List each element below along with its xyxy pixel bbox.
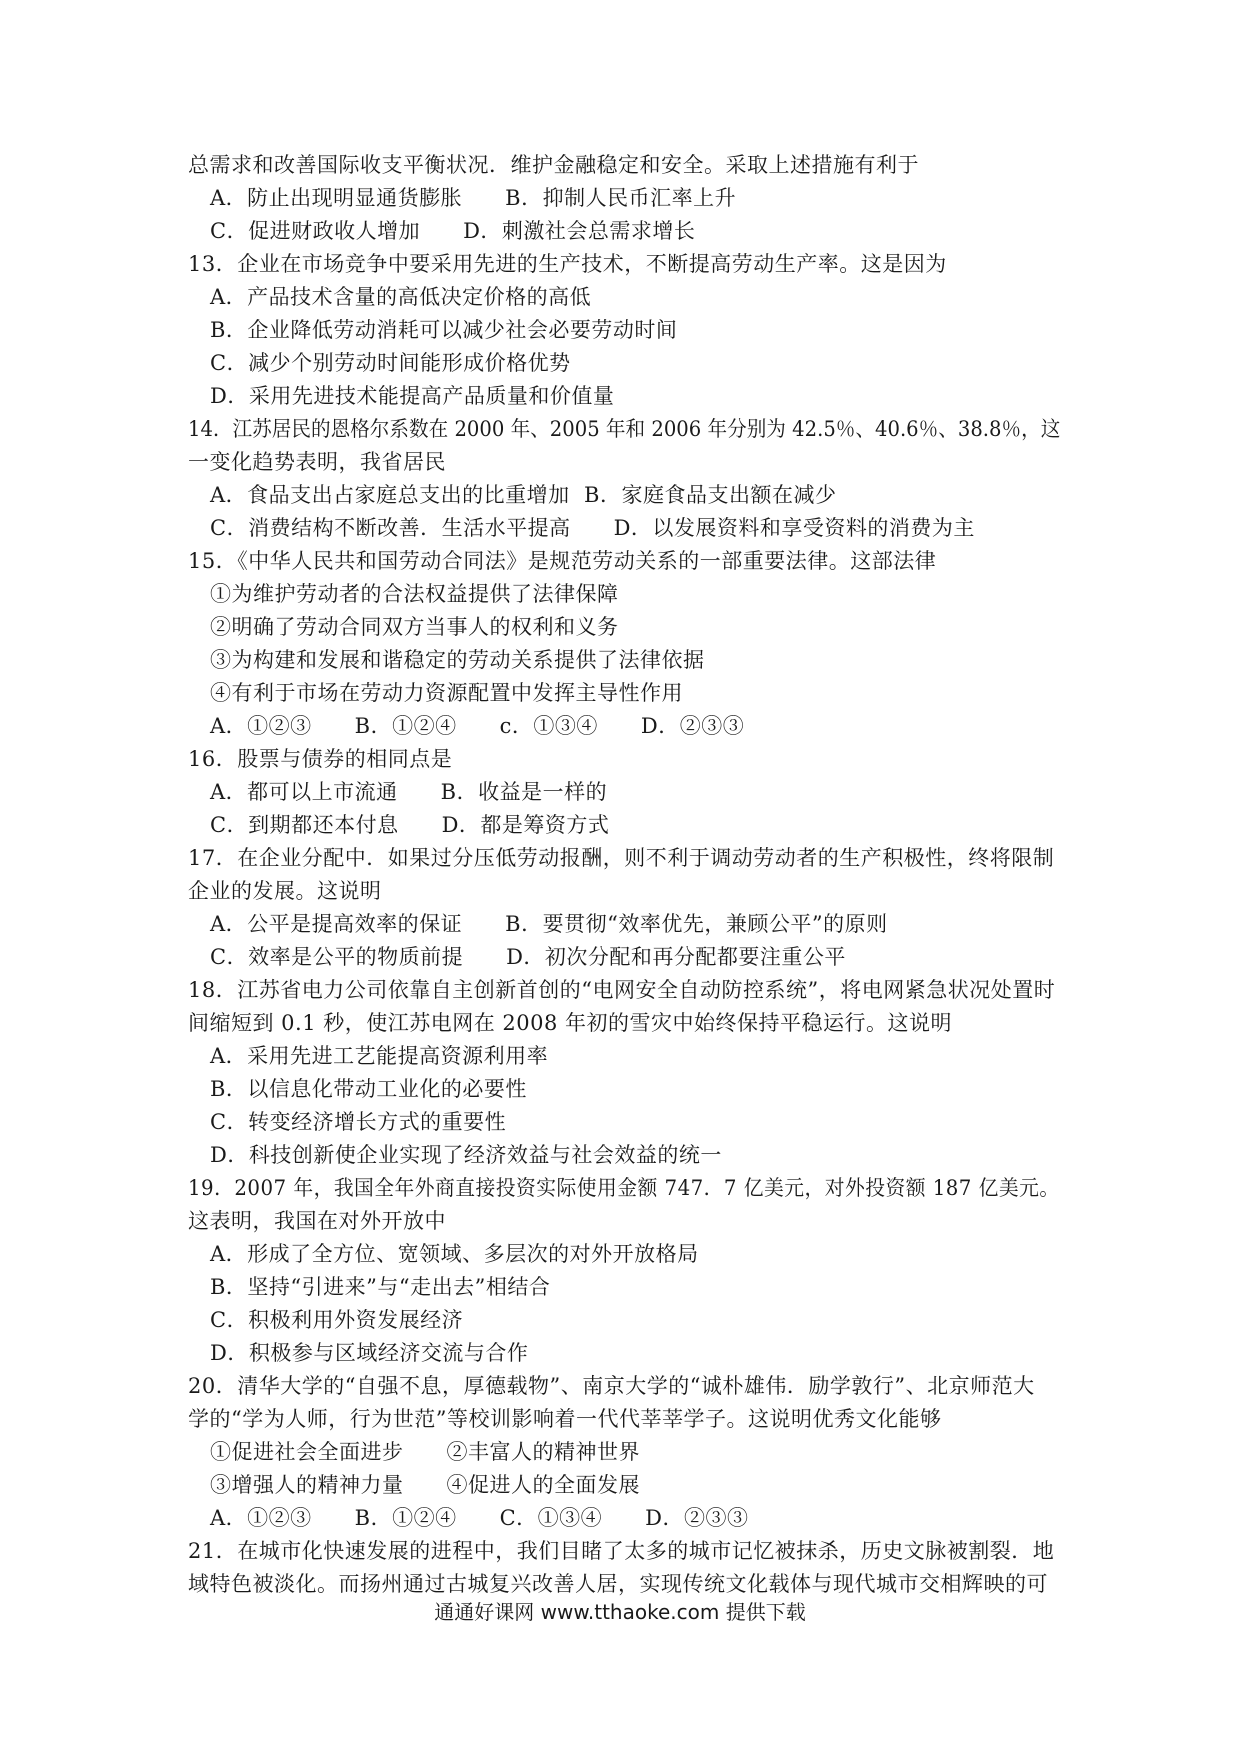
option-line: A．采用先进工艺能提高资源利用率	[210, 1044, 549, 1068]
option-line: C．消费结构不断改善．生活水平提高 D．以发展资料和享受资料的消费为主	[210, 516, 975, 540]
download-footer: 通通好课网 www.tthaoke.com 提供下载	[434, 1600, 806, 1624]
statement-line: ③为构建和发展和谐稳定的劳动关系提供了法律依据	[210, 648, 705, 672]
option-line: A．防止出现明显通货膨胀 B．抑制人民币汇率上升	[210, 186, 737, 210]
option-line: A．形成了全方位、宽领域、多层次的对外开放格局	[210, 1242, 699, 1266]
statement-line: ②明确了劳动合同双方当事人的权利和义务	[210, 615, 619, 639]
statement-line: ④有利于市场在劳动力资源配置中发挥主导性作用	[210, 681, 683, 705]
question-line: 21．在城市化快速发展的进程中，我们目睹了太多的城市记忆被抹杀，历史文脉被割裂．地	[188, 1539, 1055, 1563]
option-line: A．①②③ B．①②④ c．①③④ D．②③③	[210, 714, 745, 738]
option-line: C．积极利用外资发展经济	[210, 1308, 464, 1332]
statement-line: ①为维护劳动者的合法权益提供了法律保障	[210, 582, 619, 606]
text-line: 域特色被淡化。而扬州通过古城复兴改善人居，实现传统文化载体与现代城市交相辉映的可	[188, 1572, 1048, 1596]
question-line: 15．《中华人民共和国劳动合同法》是规范劳动关系的一部重要法律。这部法律	[188, 549, 937, 573]
question-line: 18．江苏省电力公司依靠自主创新首创的“电网安全自动防控系统”，将电网紧急状况处置时	[188, 978, 1056, 1002]
option-line: C．减少个别劳动时间能形成价格优势	[210, 351, 571, 375]
option-line: A．都可以上市流通 B．收益是一样的	[210, 780, 608, 804]
option-line: C．促进财政收人增加 D．刺激社会总需求增长	[210, 219, 696, 243]
text-line: 一变化趋势表明，我省居民	[188, 450, 446, 474]
option-line: D．采用先进技术能提高产品质量和价值量	[210, 384, 615, 408]
text-line: 企业的发展。这说明	[188, 879, 382, 903]
option-line: C．转变经济增长方式的重要性	[210, 1110, 507, 1134]
statement-line: ①促进社会全面进步 ②丰富人的精神世界	[210, 1440, 640, 1464]
question-line: 14．江苏居民的恩格尔系数在 2000 年、2005 年和 2006 年分别为 42.5％、40.6％、38.8％，这	[188, 417, 1061, 441]
question-line: 13．企业在市场竞争中要采用先进的生产技术，不断提高劳动生产率。这是因为	[188, 252, 947, 276]
statement-line: ③增强人的精神力量 ④促进人的全面发展	[210, 1473, 640, 1497]
text-line: 总需求和改善国际收支平衡状况．维护金融稳定和安全。采取上述措施有利于	[188, 153, 919, 177]
option-line: A．公平是提高效率的保证 B．要贯彻“效率优先，兼顾公平”的原则	[210, 912, 888, 936]
question-line: 17．在企业分配中．如果过分压低劳动报酬，则不利于调动劳动者的生产积极性，终将限制	[188, 846, 1055, 870]
option-line: B．企业降低劳动消耗可以减少社会必要劳动时间	[210, 318, 678, 342]
question-line: 20．清华大学的“自强不息，厚德载物”、南京大学的“诚朴雄伟．励学敦行”、北京师范大	[188, 1374, 1035, 1398]
option-line: A．产品技术含量的高低决定价格的高低	[210, 285, 592, 309]
question-line: 16．股票与债券的相同点是	[188, 747, 453, 771]
text-line: 学的“学为人师，行为世范”等校训影响着一代代莘莘学子。这说明优秀文化能够	[188, 1407, 942, 1431]
option-line: C．到期都还本付息 D．都是筹资方式	[210, 813, 610, 837]
option-line: C．效率是公平的物质前提 D．初次分配和再分配都要注重公平	[210, 945, 846, 969]
option-line: B．坚持“引进来”与“走出去”相结合	[210, 1275, 551, 1299]
text-line: 这表明，我国在对外开放中	[188, 1209, 446, 1233]
option-line: D．科技创新使企业实现了经济效益与社会效益的统一	[210, 1143, 722, 1167]
question-line: 19．2007 年，我国全年外商直接投资实际使用金额 747．7 亿美元，对外投资额 187 亿美元。	[188, 1176, 1060, 1200]
text-line: 间缩短到 0.1 秒，使江苏电网在 2008 年初的雪灾中始终保持平稳运行。这说明	[188, 1011, 953, 1035]
option-line: A．①②③ B．①②④ C．①③④ D．②③③	[210, 1506, 749, 1530]
option-line: D．积极参与区域经济交流与合作	[210, 1341, 529, 1365]
option-line: A．食品支出占家庭总支出的比重增加 B．家庭食品支出额在减少	[210, 483, 837, 507]
option-line: B．以信息化带动工业化的必要性	[210, 1077, 527, 1101]
